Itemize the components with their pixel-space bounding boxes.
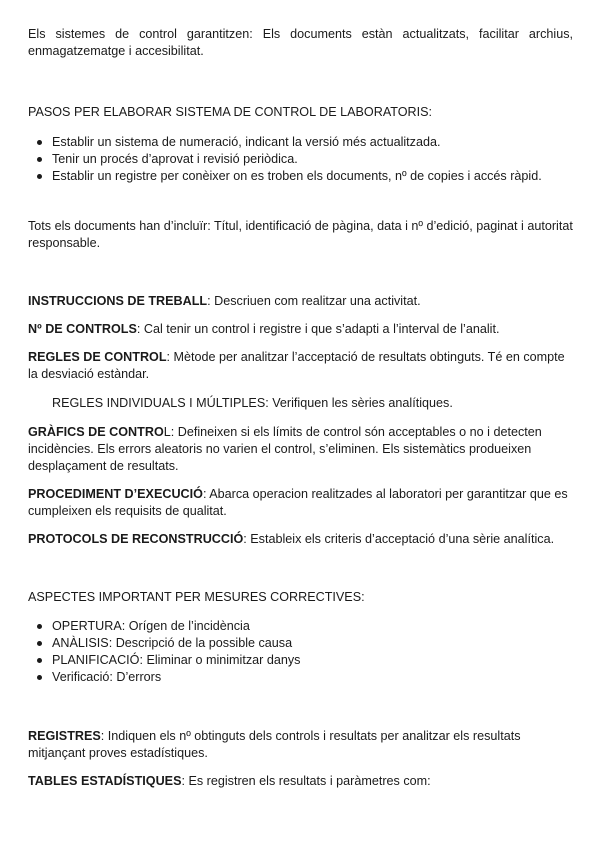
definition-term-tail: L bbox=[163, 425, 171, 439]
definition-term: Nº DE CONTROLS bbox=[28, 322, 137, 336]
definition-protocols bbox=[28, 531, 573, 548]
corrective-heading: ASPECTES IMPORTANT PER MESURES CORRECTIVES: bbox=[28, 590, 365, 604]
definition-term: GRÀFICS DE CONTRO bbox=[28, 425, 164, 439]
definition-term: PROTOCOLS DE RECONSTRUCCIÓ bbox=[28, 532, 244, 546]
regles-subitem: REGLES INDIVIDUALS I MÚLTIPLES: Verifiquen les sèries analítiques. bbox=[52, 396, 453, 410]
definition-text: : Abarca operacion realitzades al laboratori per garantitzar que es cumpleixen els requisits de qualitat. bbox=[28, 487, 568, 518]
definition-tables bbox=[28, 773, 573, 790]
list-item: Establir un registre per conèixer on es troben els documents, nº de copies i accés ràpid. bbox=[52, 168, 573, 185]
list-item: Verificació: D’errors bbox=[52, 669, 573, 686]
definition-instruccions bbox=[28, 293, 573, 310]
definition-term: TABLES ESTADÍSTIQUES bbox=[28, 774, 182, 788]
definition-text: : Indiquen els nº obtinguts dels controls i resultats per analitzar els resultats mitjançant proves estadístiques. bbox=[28, 729, 521, 760]
definition-term: REGISTRES bbox=[28, 729, 101, 743]
list-item: Tenir un procés d’aprovat i revisió periòdica. bbox=[52, 151, 573, 168]
definition-term: REGLES DE CONTROL bbox=[28, 350, 167, 364]
definition-registres bbox=[28, 728, 573, 762]
list-item: PLANIFICACIÓ: Eliminar o minimitzar danys bbox=[52, 652, 573, 669]
definition-regles bbox=[28, 349, 573, 383]
definition-text: : Cal tenir un control i registre i que s’adapti a l’interval de l’analit. bbox=[136, 322, 500, 336]
document-page bbox=[28, 26, 573, 790]
list-item: ANÀLISIS: Descripció de la possible causa bbox=[52, 635, 573, 652]
definition-num-controls bbox=[28, 321, 573, 338]
list-item: Establir un sistema de numeració, indicant la versió més actualitzada. bbox=[52, 134, 573, 151]
definition-procediment bbox=[28, 486, 573, 520]
definition-term: PROCEDIMENT D’EXECUCIÓ bbox=[28, 487, 203, 501]
intro-paragraph: Els sistemes de control garantitzen: Els documents estàn actualitzats, facilitar archius, enmagatzematge i accesibilitat. bbox=[28, 27, 573, 58]
definition-text: : Estableix els criteris d’acceptació d’una sèrie analítica. bbox=[243, 532, 555, 546]
definition-text: : Defineixen si els límits de control són acceptables o no i detecten incidències. Els errors aleatoris no varien el control, s’eliminen. Els sistemàtics produeixen desplaçament de resultats. bbox=[28, 425, 542, 473]
definition-text: : Descriuen com realitzar una activitat. bbox=[207, 294, 421, 308]
definition-term: INSTRUCCIONS DE TREBALL bbox=[28, 294, 208, 308]
definition-grafics bbox=[28, 424, 573, 475]
definition-text: : Es registren els resultats i paràmetres com: bbox=[181, 774, 431, 788]
steps-list bbox=[28, 134, 573, 185]
steps-heading: PASOS PER ELABORAR SISTEMA DE CONTROL DE LABORATORIS: bbox=[28, 105, 433, 119]
documents-note: Tots els documents han d’incluïr: Títul, identificació de pàgina, data i nº d’edició, paginat i autoritat responsable. bbox=[28, 219, 573, 250]
list-item: OPERTURA: Orígen de l’incidència bbox=[52, 618, 573, 635]
definition-text: : Mètode per analitzar l’acceptació de resultats obtinguts. Té en compte la desviació estàndar. bbox=[28, 350, 565, 381]
corrective-list bbox=[28, 618, 573, 686]
